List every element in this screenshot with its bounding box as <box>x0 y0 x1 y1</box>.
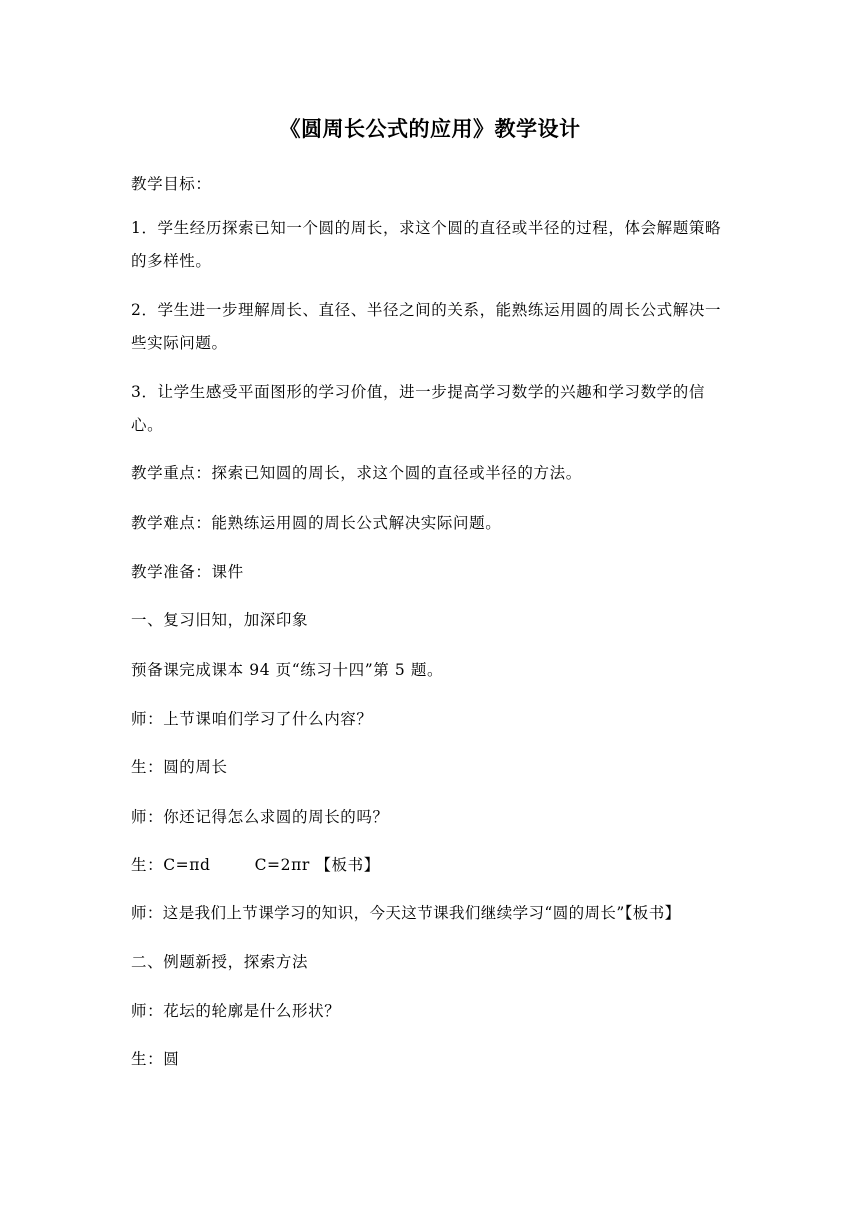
dialogue-teacher-1: 师：上节课咱们学习了什么内容？ <box>131 710 373 728</box>
formula-circumference-diameter: 生：C=πd <box>131 856 211 874</box>
dialogue-student-formula <box>131 849 731 882</box>
paragraph-key-point: 教学重点：探索已知圆的周长，求这个圆的直径或半径的方法。 <box>131 464 582 482</box>
paragraph-objective-1: 1．学生经历探索已知一个圆的周长，求这个圆的直径或半径的过程，体会解题策略的多样性。 <box>131 219 722 270</box>
paragraph-homework: 预备课完成课本 94 页“练习十四”第 5 题。 <box>131 661 444 679</box>
document-title: 《圆周长公式的应用》教学设计 <box>279 117 581 141</box>
section-heading-review: 一、复习旧知，加深印象 <box>131 611 309 629</box>
dialogue-student-1: 生：圆的周长 <box>131 758 228 776</box>
formula-circumference-radius: C=2πr 【板书】 <box>254 856 380 874</box>
dialogue-teacher-2: 师：你还记得怎么求圆的周长的吗？ <box>131 808 389 826</box>
paragraph-objective-3: 3．让学生感受平面图形的学习价值，进一步提高学习数学的兴趣和学习数学的信心。 <box>131 383 705 434</box>
dialogue-student-2: 生：圆 <box>131 1050 180 1068</box>
dialogue-teacher-4: 师：花坛的轮廓是什么形状？ <box>131 1002 341 1020</box>
paragraph-preparation: 教学准备：课件 <box>131 563 244 581</box>
paragraph-objectives-heading: 教学目标： <box>131 175 212 193</box>
paragraph-objective-2: 2．学生进一步理解周长、直径、半径之间的关系，能熟练运用圆的周长公式解决一些实际问题。 <box>131 301 722 352</box>
paragraph-difficulty: 教学难点：能熟练运用圆的周长公式解决实际问题。 <box>131 514 502 532</box>
dialogue-teacher-3: 师：这是我们上节课学习的知识，今天这节课我们继续学习“圆的周长”【板书】 <box>131 904 681 922</box>
section-heading-new-lesson: 二、例题新授，探索方法 <box>131 953 309 971</box>
